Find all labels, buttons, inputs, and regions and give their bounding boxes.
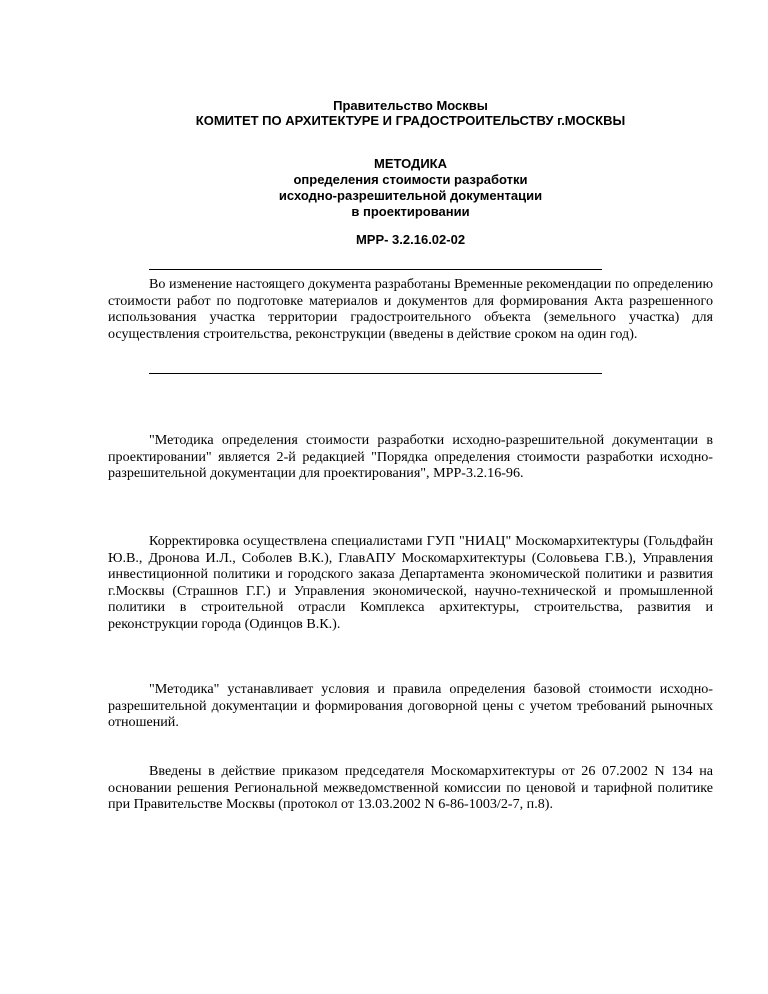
government-heading: Правительство Москвы [333, 98, 488, 113]
paragraph-edition: "Методика определения стоимости разработки исходно-разрешительной документации в проектировании" является 2-й редакцией "Порядка определения стоимости разработки исходно-разрешительной документации для проектирования", МРР-3.2.16-96. [108, 432, 713, 482]
revision-notice: Во изменение настоящего документа разработаны Временные рекомендации по определению стоимости работ по подготовке материалов и документов для формирования Акта разрешенного использования участка территории градостроительного объекта (земельного участка) для осуществления строительства, реконструкции (введены в действие сроком на один год). [108, 276, 713, 342]
document-subtitle-line-1: определения стоимости разработки [293, 172, 528, 187]
document-code: МРР- 3.2.16.02-02 [355, 232, 466, 247]
notice-bottom-divider [149, 373, 602, 374]
document-subtitle-line-2: исходно-разрешительной документации [278, 188, 543, 203]
document-subtitle-line-3: в проектировании [351, 204, 470, 219]
paragraph-enactment: Введены в действие приказом председателя Москомархитектуры от 26 07.2002 N 134 на основании решения Региональной межведомственной комиссии по ценовой и тарифной политике при Правительстве Москвы (протокол от 13.03.2002 N 6-86-1003/2-7, п.8). [108, 763, 713, 813]
document-title: МЕТОДИКА [374, 156, 447, 171]
committee-heading: КОМИТЕТ ПО АРХИТЕКТУРЕ И ГРАДОСТРОИТЕЛЬСТВУ г.МОСКВЫ [195, 113, 626, 128]
paragraph-purpose: "Методика" устанавливает условия и правила определения базовой стоимости исходно-разрешительной документации и формирования договорной цены с учетом требований рыночных отношений. [108, 681, 713, 731]
paragraph-authors: Корректировка осуществлена специалистами ГУП "НИАЦ" Москомархитектуры (Гольдфайн Ю.В., Дронова И.Л., Соболев В.К.), ГлавАПУ Москомархитектуры (Соловьева Г.В.), Управления инвестиционной политики и городского заказа Департамента экономической политики и развития г.Москвы (Страшнов Г.Г.) и Управления экономической, научно-технической и промышленной политики в строительной отрасли Комплекса архитектуры, строительства, развития и реконструкции города (Одинцов В.К.). [108, 533, 713, 632]
notice-top-divider [149, 269, 602, 270]
